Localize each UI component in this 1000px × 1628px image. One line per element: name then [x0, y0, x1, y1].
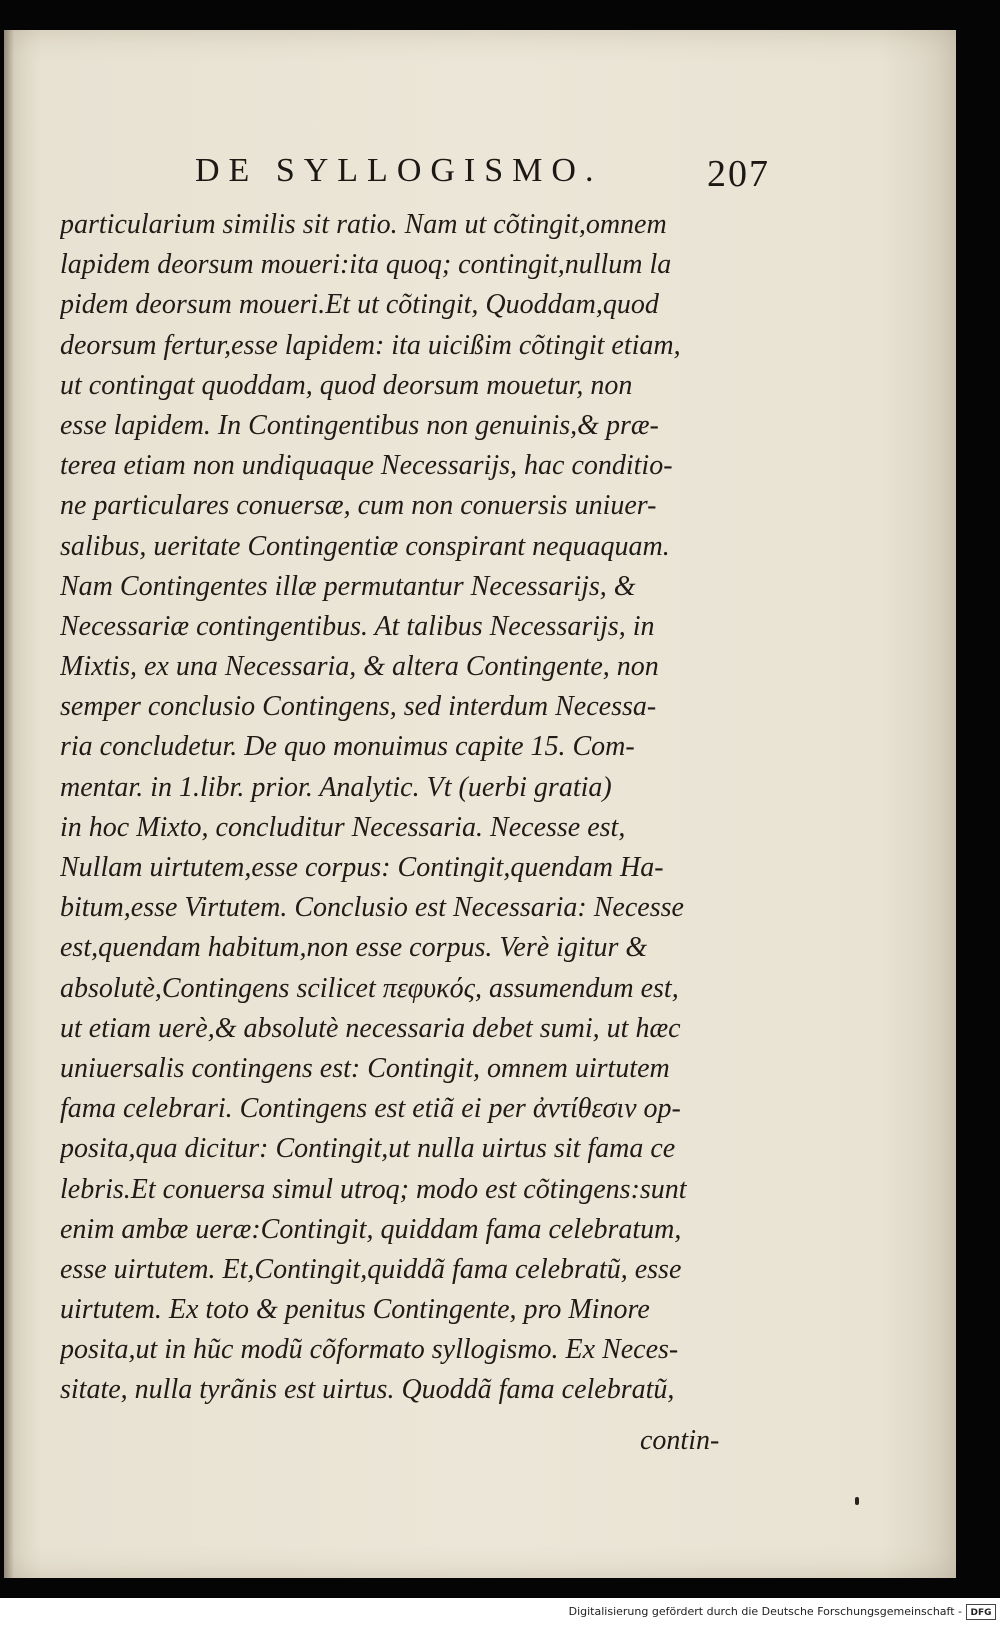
text-line: semper conclusio Contingens, sed interdum Necessa-	[60, 691, 657, 723]
text-line: mentar. in 1.libr. prior. Analytic. Vt (uerbi gratia)	[60, 771, 612, 803]
text-line: terea etiam non undiquaque Necessarijs, hac conditio-	[60, 450, 673, 482]
text-line: ut etiam uerè,& absolutè necessaria debet sumi, ut hæc	[60, 1012, 681, 1044]
text-line: uirtutem. Ex toto & penitus Contingente, pro Minore	[60, 1294, 650, 1326]
text-line: ne particulares conuersæ, cum non conuersis uniuer-	[60, 490, 657, 522]
text-line: esse uirtutem. Et,Contingit,quiddã fama celebratũ, esse	[60, 1253, 682, 1285]
text-line: uniuersalis contingens est: Contingit, omnem uirtutem	[60, 1052, 670, 1084]
text-line: bitum,esse Virtutem. Conclusio est Necessaria: Necesse	[60, 892, 684, 924]
footer-bar	[0, 1598, 1000, 1628]
text-line: Nullam uirtutem,esse corpus: Contingit,quendam Ha-	[60, 852, 664, 883]
text-line: particularium similis sit ratio. Nam ut cõtingit,omnem	[60, 209, 667, 240]
text-line: lebris.Et conuersa simul utroq; modo est cõtingens:sunt	[60, 1173, 687, 1205]
dfg-logo-icon: DFG	[966, 1604, 996, 1620]
text-line: ut contingat quoddam, quod deorsum mouetur, non	[60, 369, 633, 401]
catchword: contin-	[640, 1425, 720, 1456]
text-line: ria concludetur. De quo monuimus capite 15. Com-	[60, 731, 635, 763]
text-line: deorsum fertur,esse lapidem: ita uicißim cõtingit etiam,	[60, 329, 681, 361]
text-line: posita,qua dicitur: Contingit,ut nulla uirtus sit fama ce	[60, 1133, 676, 1165]
page-gutter-shadow	[4, 30, 14, 1578]
page-number: 207	[707, 153, 770, 195]
ink-speck	[855, 1497, 859, 1505]
text-line: esse lapidem. In Contingentibus non genuinis,& præ-	[60, 409, 659, 441]
text-line: Necessariæ contingentibus. At talibus Necessarijs, in	[60, 610, 655, 642]
body-text	[60, 205, 760, 1411]
text-line: Mixtis, ex una Necessaria, & altera Contingente, non	[60, 651, 659, 683]
text-line: in hoc Mixto, concluditur Necessaria. Necesse est,	[60, 811, 626, 843]
running-title: DE SYLLOGISMO.	[195, 152, 603, 189]
page-header	[180, 140, 770, 200]
text-line: salibus, ueritate Contingentiæ conspirant nequaquam.	[60, 530, 670, 562]
funding-credit: Digitalisierung gefördert durch die Deutsche Forschungsgemeinschaft -	[568, 1605, 962, 1618]
text-line: enim ambæ ueræ:Contingit, quiddam fama celebratum,	[60, 1213, 682, 1245]
text-line: lapidem deorsum moueri:ita quoq; contingit,nullum la	[60, 249, 672, 281]
text-line: est,quendam habitum,non esse corpus. Verè igitur &	[60, 932, 648, 964]
text-line: fama celebrari. Contingens est etiã ei per ἀντίθεσιν op-	[60, 1093, 681, 1125]
text-line: posita,ut in hũc modũ cõformato syllogismo. Ex Neces-	[60, 1334, 679, 1366]
text-line: pidem deorsum moueri.Et ut cõtingit, Quoddam,quod	[60, 289, 659, 321]
text-line: sitate, nulla tyrãnis est uirtus. Quoddã fama celebratũ,	[60, 1374, 675, 1406]
text-line: absolutè,Contingens scilicet πεφυκός, assumendum est,	[60, 972, 679, 1004]
text-line: Nam Contingentes illæ permutantur Necessarijs, &	[60, 570, 636, 602]
